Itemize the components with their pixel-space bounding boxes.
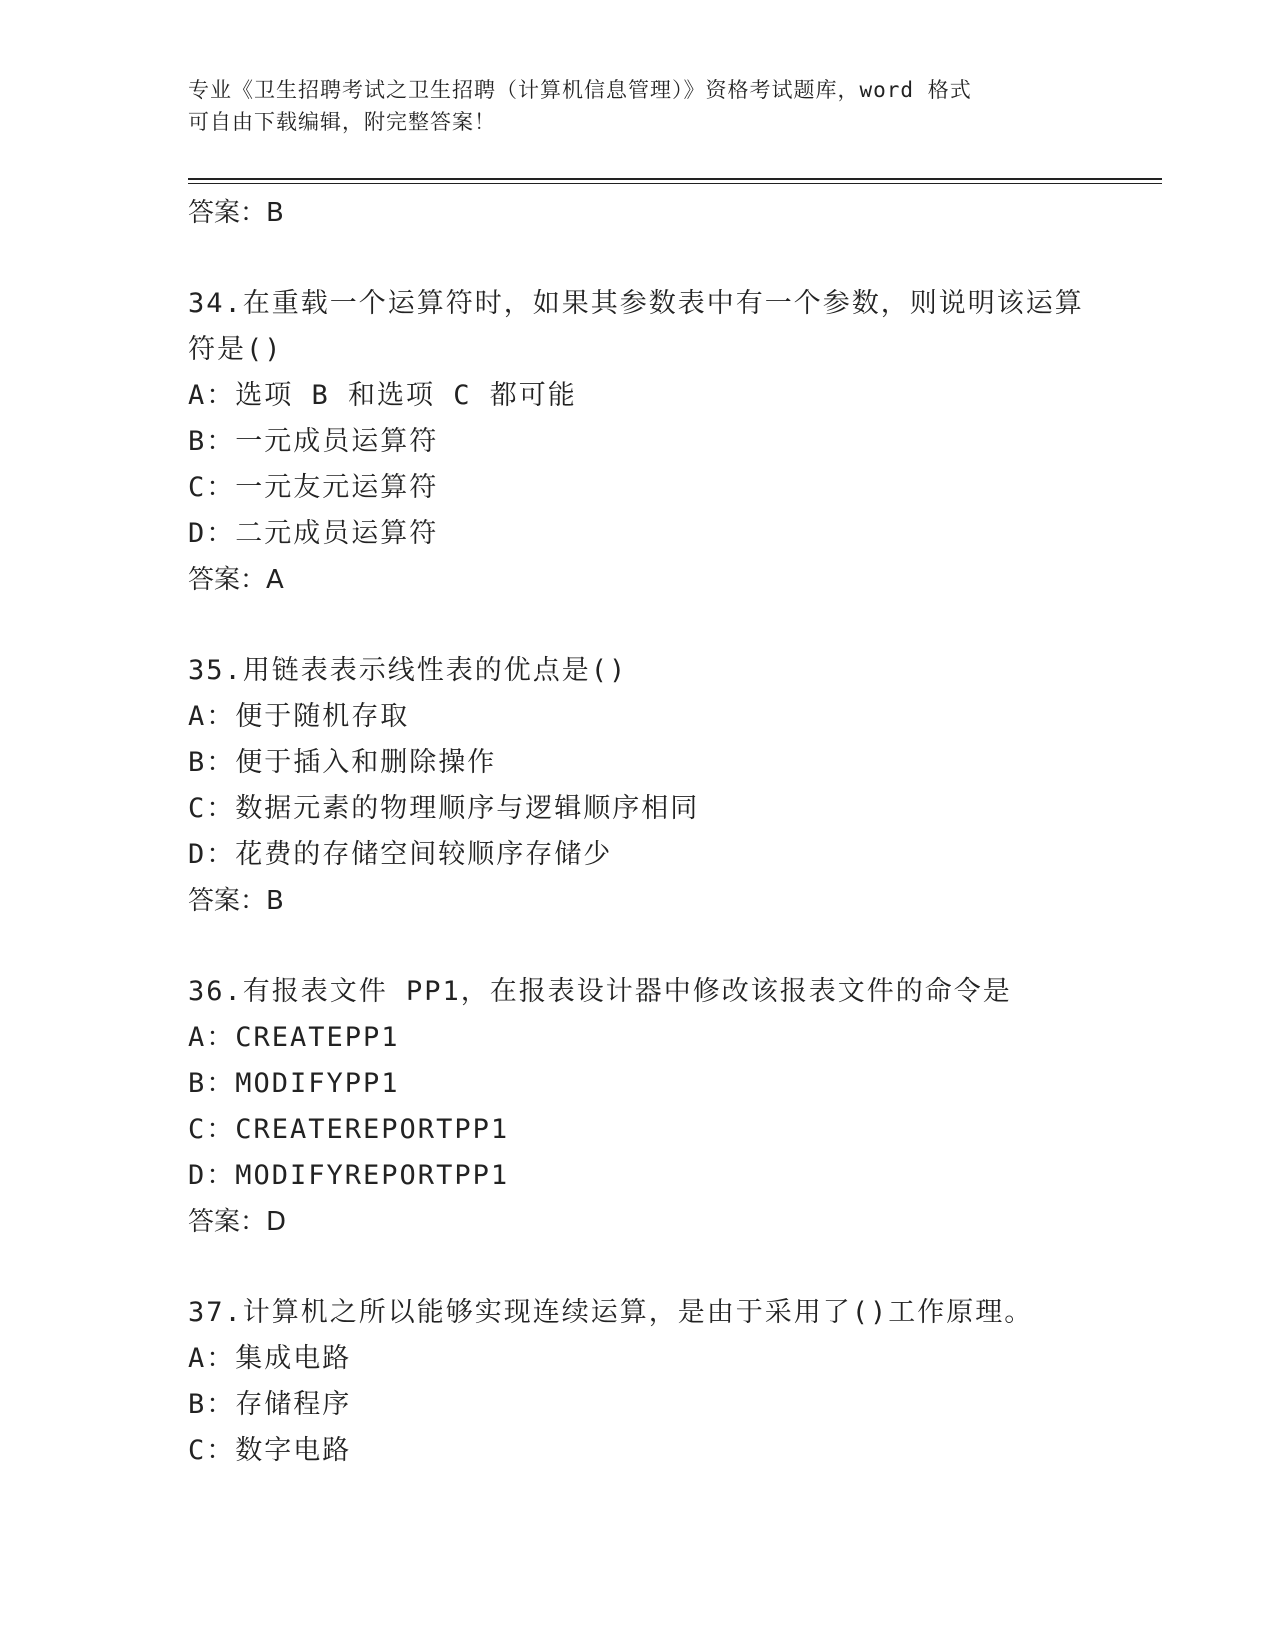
question-36-option-b: B：MODIFYPP1 (188, 1068, 400, 1099)
answer-36: 答案：D (188, 1207, 287, 1237)
header-title-line-2: 可自由下载编辑，附完整答案！ (188, 110, 496, 134)
question-37-option-c: C：数字电路 (188, 1435, 352, 1466)
header-divider-thin (188, 183, 1162, 184)
question-37-option-b: B：存储程序 (188, 1389, 352, 1420)
question-36-option-c: C：CREATEREPORTPP1 (188, 1114, 510, 1145)
question-37 (188, 1290, 1108, 1336)
question-35 (188, 648, 1108, 694)
question-36 (188, 969, 1108, 1015)
question-35-option-c: C：数据元素的物理顺序与逻辑顺序相同 (188, 793, 700, 824)
header-title-line-1: 专业《卫生招聘考试之卫生招聘（计算机信息管理）》资格考试题库，word 格式 (188, 78, 972, 102)
answer-33: 答案：B (188, 198, 284, 228)
answer-34: 答案：A (188, 565, 284, 595)
question-35-option-b: B：便于插入和删除操作 (188, 747, 497, 778)
question-34-text-line-2: 符是() (188, 334, 283, 365)
question-36-text: 36.有报表文件 PP1，在报表设计器中修改该报表文件的命令是 (188, 976, 1012, 1007)
question-34 (188, 281, 1108, 373)
question-34-option-a: A：选项 B 和选项 C 都可能 (188, 380, 577, 411)
question-37-text: 37.计算机之所以能够实现连续运算，是由于采用了()工作原理。 (188, 1297, 1034, 1328)
question-34-text-line-1: 34.在重载一个运算符时，如果其参数表中有一个参数，则说明该运算 (188, 288, 1084, 319)
question-34-option-b: B：一元成员运算符 (188, 426, 439, 457)
question-36-option-d: D：MODIFYREPORTPP1 (188, 1160, 510, 1191)
question-36-option-a: A：CREATEPP1 (188, 1022, 400, 1053)
question-34-option-c: C：一元友元运算符 (188, 472, 439, 503)
header-divider-thick (188, 178, 1162, 180)
document-header (188, 74, 1088, 138)
question-list (188, 190, 1108, 1474)
question-34-option-d: D：二元成员运算符 (188, 518, 439, 549)
question-35-option-a: A：便于随机存取 (188, 701, 410, 732)
question-35-text: 35.用链表表示线性表的优点是() (188, 655, 628, 686)
question-35-option-d: D：花费的存储空间较顺序存储少 (188, 839, 613, 870)
answer-35: 答案：B (188, 886, 284, 916)
question-37-option-a: A：集成电路 (188, 1343, 352, 1374)
